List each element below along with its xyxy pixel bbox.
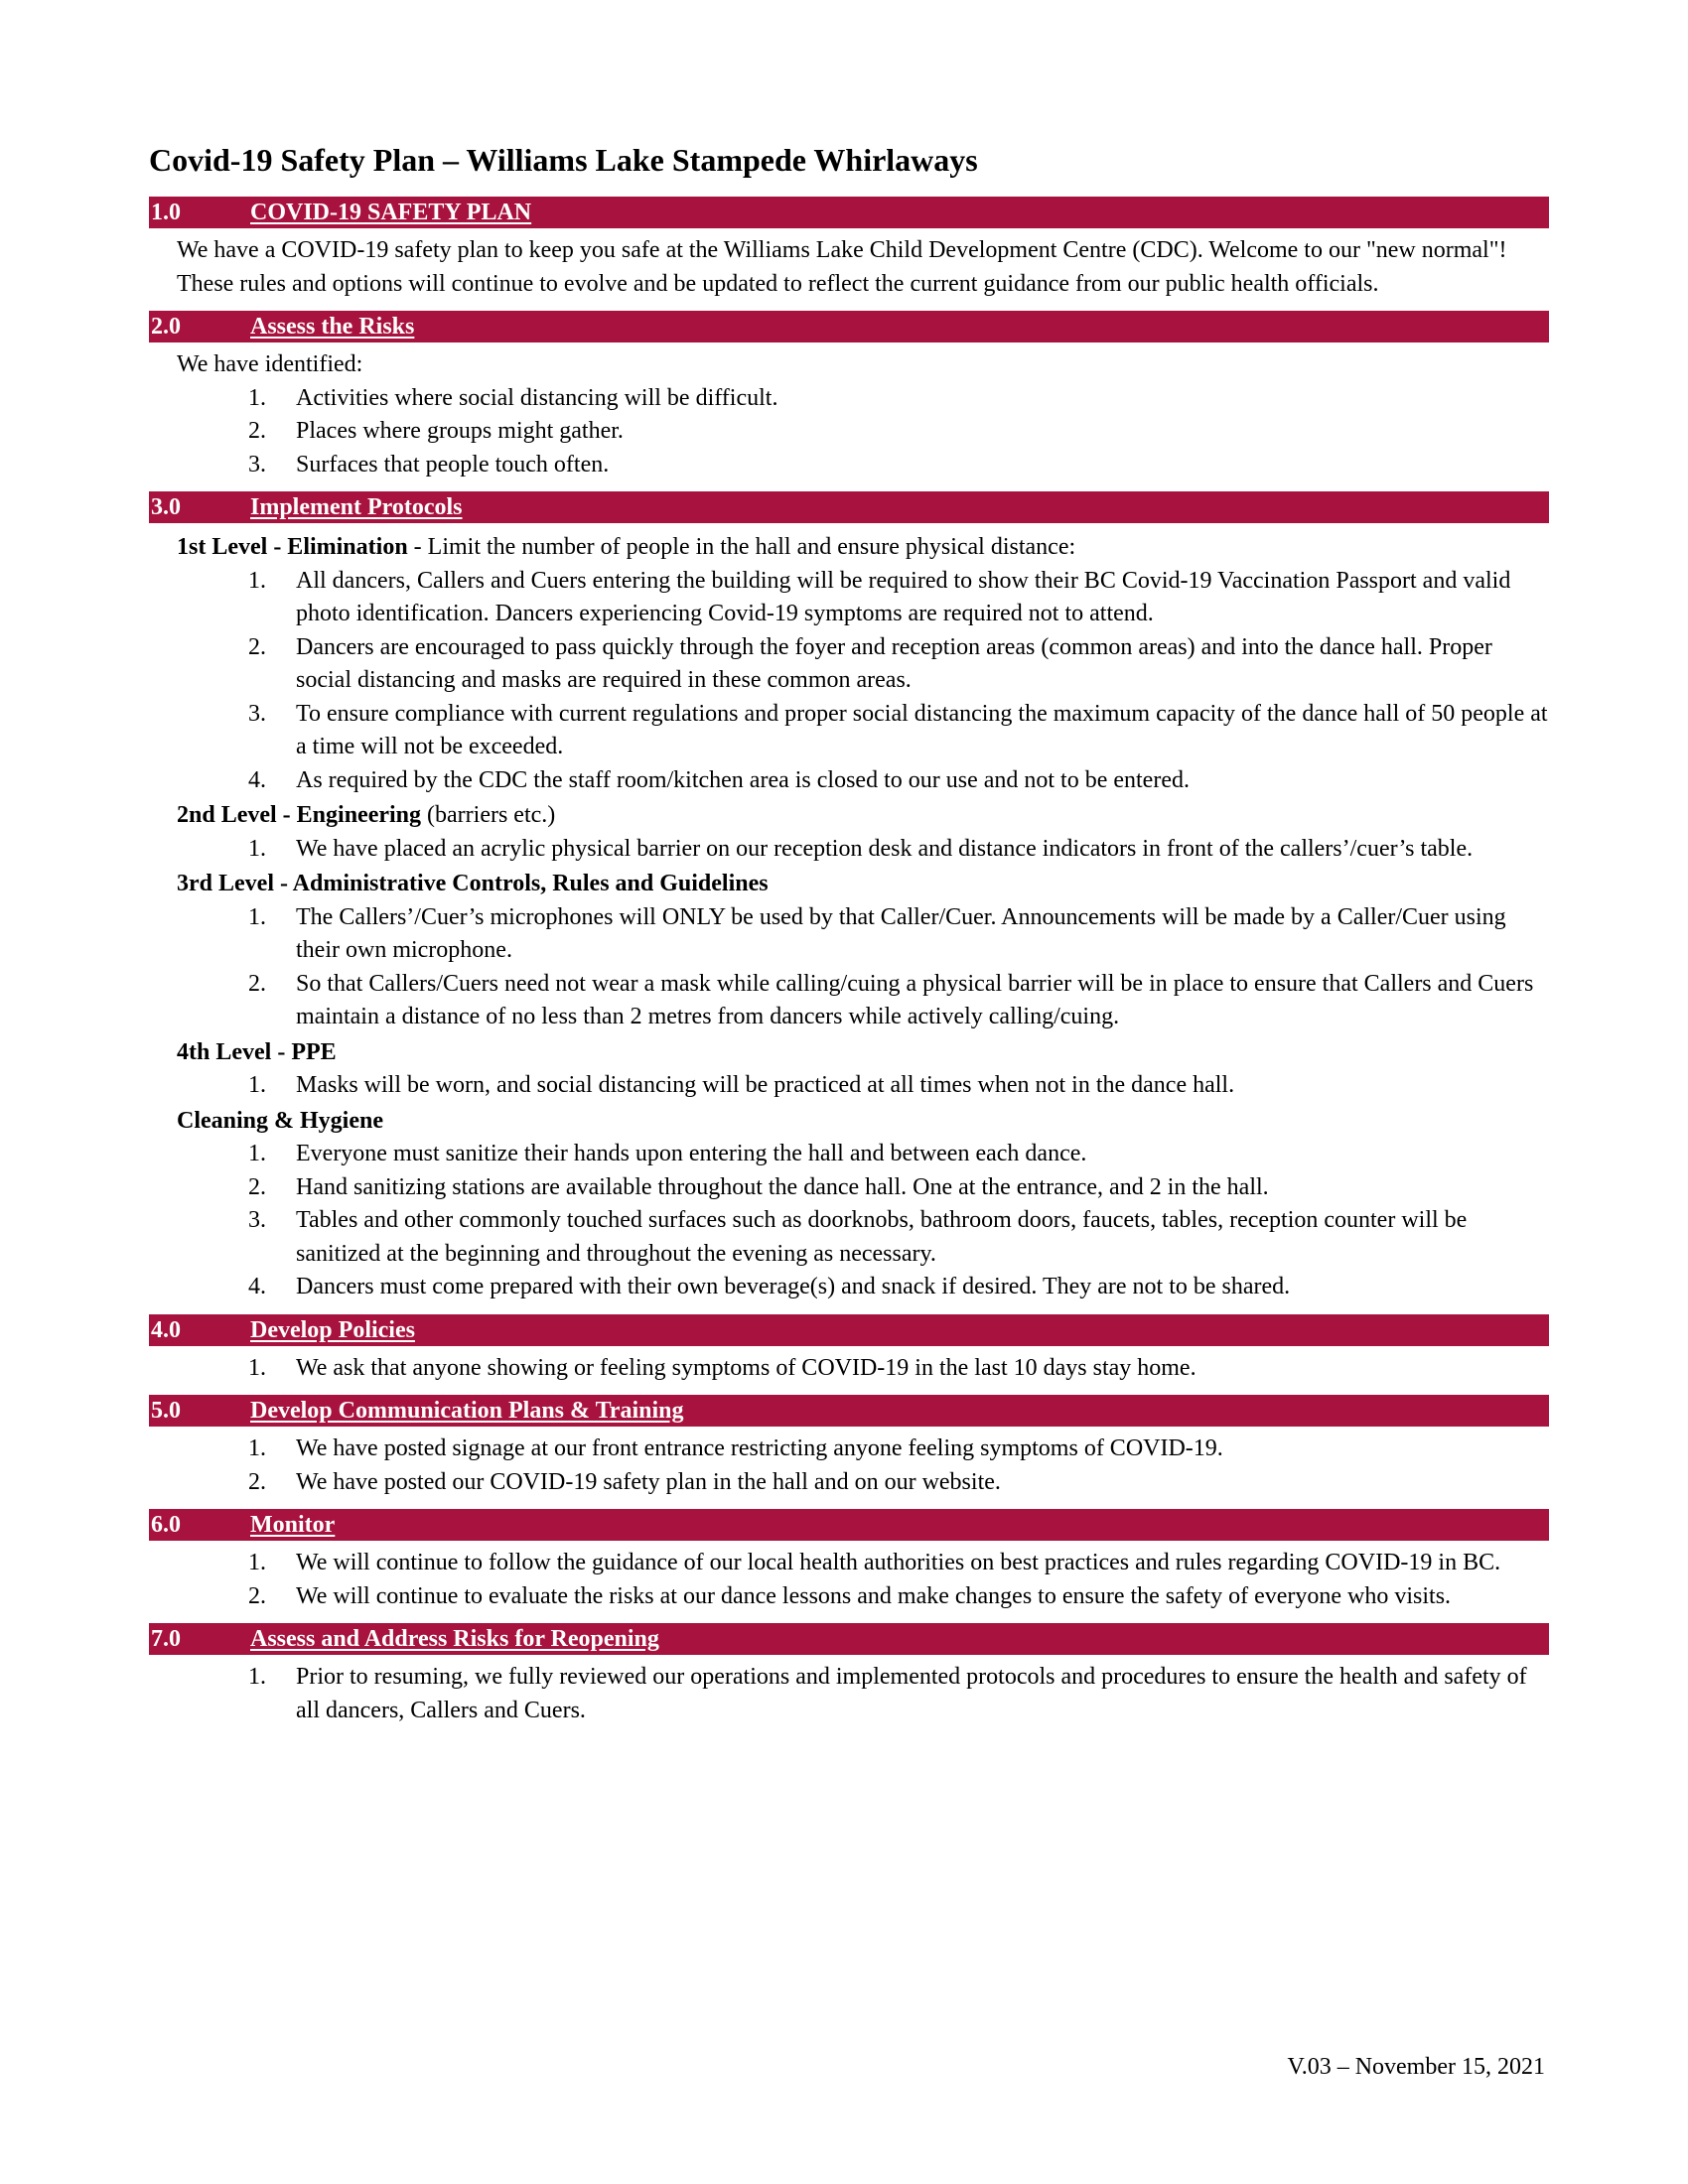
- list-item: [177, 1547, 1549, 1580]
- list-number: 1.: [248, 1664, 266, 1690]
- numbered-list: [177, 1433, 1549, 1499]
- list-item: [177, 1204, 1549, 1271]
- list-item-text: We have posted our COVID-19 safety plan in the hall and on our website.: [296, 1468, 1001, 1495]
- list-number: 1.: [248, 903, 266, 930]
- section-title: Assess and Address Risks for Reopening: [250, 1626, 659, 1652]
- list-item: [177, 382, 1549, 416]
- subsection-description: (barriers etc.): [421, 802, 556, 828]
- subsection-title: 1st Level - Elimination: [177, 534, 408, 560]
- list-item: [177, 1069, 1549, 1103]
- list-item-text: Dancers are encouraged to pass quickly through the foyer and reception areas (common areas) and into the dance hall. Proper social distancing and masks are required in these common areas.: [296, 633, 1492, 693]
- subsection-description: - Limit the number of people in the hall and ensure physical distance:: [407, 534, 1076, 560]
- numbered-list: [177, 1138, 1549, 1304]
- list-item: [177, 901, 1549, 968]
- numbered-list: [177, 833, 1549, 867]
- list-item-text: Tables and other commonly touched surfaces such as doorknobs, bathroom doors, faucets, tables, reception counter will be sanitized at the beginning and throughout the evening as necessary.: [296, 1207, 1468, 1267]
- section-number: 6.0: [151, 1512, 181, 1538]
- section-header: [149, 1623, 1549, 1655]
- list-number: 1.: [248, 1550, 266, 1575]
- list-item: [177, 968, 1549, 1034]
- list-item-text: Places where groups might gather.: [296, 418, 624, 444]
- section-paragraph: We have a COVID-19 safety plan to keep you safe at the Williams Lake Child Development Centre (CDC). Welcome to our "new normal"! These rules and options will continue to evolve and be updated to reflect the current guidance from our public health officials.: [177, 237, 1507, 297]
- list-item: [177, 1661, 1549, 1727]
- section-body: [149, 1346, 1549, 1396]
- section-header: [149, 1509, 1549, 1541]
- list-number: 1.: [248, 835, 266, 862]
- list-number: 3.: [248, 700, 266, 727]
- list-item: [177, 698, 1549, 764]
- list-item: [177, 1433, 1549, 1466]
- list-number: 1.: [248, 1141, 266, 1166]
- list-item-text: So that Callers/Cuers need not wear a mask while calling/cuing a physical barrier will be in place to ensure that Callers and Cuers maintain a distance of no less than 2 metres from dancers while actively calling/cuing.: [296, 970, 1534, 1029]
- list-number: 1.: [248, 1072, 266, 1098]
- list-item: [177, 449, 1549, 482]
- list-item-text: Everyone must sanitize their hands upon entering the hall and between each dance.: [296, 1141, 1087, 1166]
- list-number: 3.: [248, 1207, 266, 1233]
- subsection-heading: [177, 531, 1549, 565]
- section-body: [149, 342, 1549, 491]
- list-item-text: We ask that anyone showing or feeling symptoms of COVID-19 in the last 10 days stay home.: [296, 1354, 1196, 1381]
- subsection-title: Cleaning & Hygiene: [177, 1107, 383, 1134]
- list-number: 1.: [248, 384, 266, 411]
- section-number: 2.0: [151, 314, 181, 340]
- section-number: 1.0: [151, 200, 181, 225]
- numbered-list: [177, 1352, 1549, 1386]
- list-item-text: Prior to resuming, we fully reviewed our operations and implemented protocols and procedures to ensure the health and safety of all dancers, Callers and Cuers.: [296, 1664, 1527, 1723]
- list-item-text: We will continue to follow the guidance of our local health authorities on best practices and rules regarding COVID-19 in BC.: [296, 1550, 1501, 1575]
- list-number: 4.: [248, 766, 266, 793]
- section-header: [149, 311, 1549, 342]
- section-body: [149, 1427, 1549, 1509]
- section-body: [149, 1541, 1549, 1623]
- list-item-text: Masks will be worn, and social distancing will be practiced at all times when not in the dance hall.: [296, 1072, 1235, 1098]
- list-number: 2.: [248, 1582, 266, 1609]
- list-item: [177, 1171, 1549, 1205]
- list-item-text: To ensure compliance with current regulations and proper social distancing the maximum capacity of the dance hall of 50 people at a time will not be exceeded.: [296, 700, 1548, 759]
- list-number: 3.: [248, 451, 266, 478]
- section-header: [149, 1395, 1549, 1427]
- list-number: 1.: [248, 567, 266, 594]
- section-body: [149, 1655, 1549, 1737]
- list-item: [177, 1138, 1549, 1171]
- list-item: [177, 1352, 1549, 1386]
- numbered-list: [177, 901, 1549, 1034]
- list-item: [177, 565, 1549, 631]
- section-number: 4.0: [151, 1316, 181, 1343]
- list-number: 1.: [248, 1435, 266, 1461]
- section-title: Develop Policies: [250, 1316, 415, 1343]
- subsection-heading: [177, 868, 1549, 901]
- document-title: Covid-19 Safety Plan – Williams Lake Stampede Whirlaways: [149, 142, 978, 178]
- list-item: [177, 1466, 1549, 1500]
- subsection-heading: [177, 1036, 1549, 1070]
- section-title: Implement Protocols: [250, 494, 463, 520]
- subsection-heading: [177, 1105, 1549, 1139]
- list-item: [177, 833, 1549, 867]
- document-page: [149, 139, 1549, 1737]
- list-item-text: We will continue to evaluate the risks at our dance lessons and make changes to ensure the safety of everyone who visits.: [296, 1582, 1452, 1609]
- list-item: [177, 631, 1549, 698]
- list-item: [177, 1271, 1549, 1304]
- section-header: [149, 197, 1549, 228]
- subsection-title: 2nd Level - Engineering: [177, 802, 422, 828]
- list-item-text: We have posted signage at our front entrance restricting anyone feeling symptoms of COVID-19.: [296, 1435, 1223, 1461]
- list-number: 2.: [248, 418, 266, 444]
- section-body: [149, 228, 1549, 311]
- list-item: [177, 1580, 1549, 1614]
- list-item: [177, 764, 1549, 798]
- section-number: 5.0: [151, 1398, 181, 1424]
- list-number: 4.: [248, 1274, 266, 1299]
- section-header: [149, 1314, 1549, 1346]
- list-item-text: Hand sanitizing stations are available throughout the dance hall. One at the entrance, and 2 in the hall.: [296, 1173, 1269, 1200]
- list-item-text: Activities where social distancing will be difficult.: [296, 384, 778, 411]
- section-number: 7.0: [151, 1626, 181, 1652]
- list-item-text: Dancers must come prepared with their own beverage(s) and snack if desired. They are not to be shared.: [296, 1274, 1291, 1299]
- subsection-title: 4th Level - PPE: [177, 1038, 337, 1065]
- list-number: 2.: [248, 1468, 266, 1495]
- numbered-list: [177, 1547, 1549, 1613]
- sections-container: [149, 197, 1549, 1737]
- section-body: [149, 523, 1549, 1314]
- section-title: Monitor: [250, 1512, 336, 1538]
- numbered-list: [177, 565, 1549, 798]
- section-header: [149, 491, 1549, 523]
- section-number: 3.0: [151, 494, 181, 520]
- list-item-text: As required by the CDC the staff room/kitchen area is closed to our use and not to be entered.: [296, 766, 1190, 793]
- numbered-list: [177, 1661, 1549, 1727]
- list-number: 2.: [248, 1173, 266, 1200]
- list-item-text: All dancers, Callers and Cuers entering the building will be required to show their BC Covid-19 Vaccination Passport and valid photo identification. Dancers experiencing Covid-19 symptoms are required not to attend.: [296, 567, 1511, 626]
- numbered-list: [177, 1069, 1549, 1103]
- subsection-title: 3rd Level - Administrative Controls, Rules and Guidelines: [177, 871, 769, 896]
- list-number: 1.: [248, 1354, 266, 1381]
- version-footer: V.03 – November 15, 2021: [1287, 2054, 1545, 2080]
- list-item-text: The Callers’/Cuer’s microphones will ONLY be used by that Caller/Cuer. Announcements will be made by a Caller/Cuer using their own microphone.: [296, 903, 1506, 963]
- section-intro: We have identified:: [177, 351, 363, 377]
- numbered-list: [177, 382, 1549, 482]
- list-number: 2.: [248, 633, 266, 660]
- subsection-heading: [177, 799, 1549, 833]
- section-title: COVID-19 SAFETY PLAN: [250, 200, 532, 225]
- list-number: 2.: [248, 970, 266, 997]
- list-item: [177, 415, 1549, 449]
- section-title: Develop Communication Plans & Training: [250, 1398, 684, 1424]
- list-item-text: Surfaces that people touch often.: [296, 451, 610, 478]
- list-item-text: We have placed an acrylic physical barrier on our reception desk and distance indicators in front of the callers’/cuer’s table.: [296, 835, 1474, 862]
- section-title: Assess the Risks: [250, 314, 415, 340]
